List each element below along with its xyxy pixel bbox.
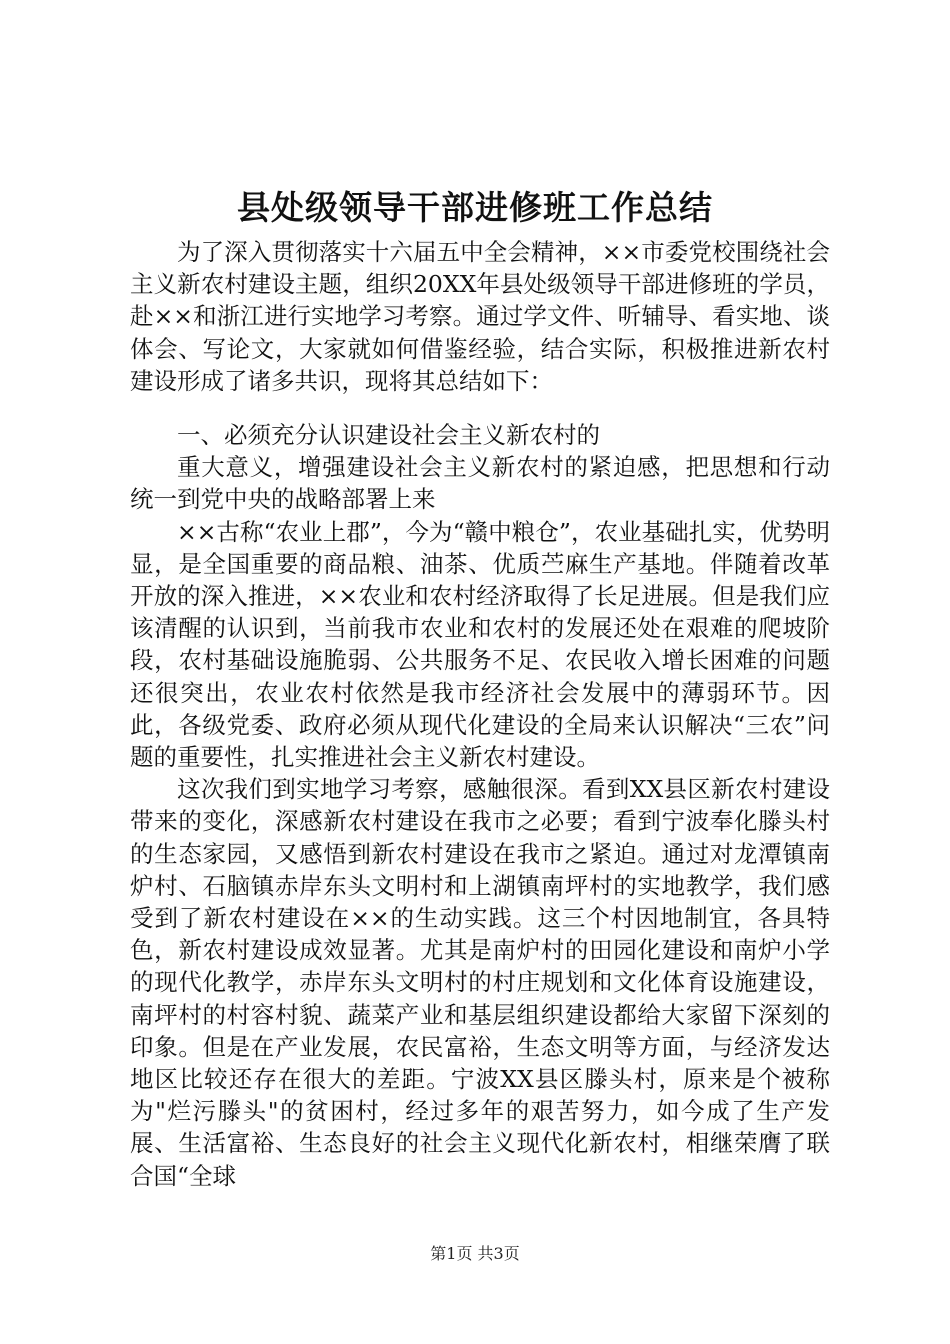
- page-footer: 第1页 共3页: [430, 1244, 520, 1263]
- paragraph-agriculture: ××古称“农业上郡”，今为“赣中粮仓”，农业基础扎实，优势明显，是全国重要的商品粮、油茶、优质苎麻生产基地。伴随着改革开放的深入推进，××农业和农村经济取得了长足进展。但是我们应该清醒的认识到，当前我市农业和农村的发展还处在艰难的爬坡阶段，农村基础设施脆弱、公共服务不足、农民收入增长困难的问题还很突出，农业农村依然是我市经济社会发展中的薄弱环节。因此，各级党委、政府必须从现代化建设的全局来认识解决“三农”问题的重要性，扎实推进社会主义新农村建设。: [130, 517, 830, 772]
- paragraph-field-study: 这次我们到实地学习考察，感触很深。看到XX县区新农村建设带来的变化，深感新农村建设在我市之必要；看到宁波奉化滕头村的生态家园，又感悟到新农村建设在我市之紧迫。通过对龙潭镇南炉村、石脑镇赤岸东头文明村和上湖镇南坪村的实地教学，我们感受到了新农村建设在××的生动实践。这三个村因地制宜，各具特色，新农村建设成效显著。尤其是南炉村的田园化建设和南炉小学的现代化教学，赤岸东头文明村的村庄规划和文化体育设施建设，南坪村的村容村貌、蔬菜产业和基层组织建设都给大家留下深刻的印象。但是在产业发展，农民富裕，生态文明等方面，与经济发达地区比较还存在很大的差距。宁波XX县区滕头村，原来是个被称为"烂污滕头"的贫困村，经过多年的艰苦努力，如今成了生产发展、生活富裕、生态良好的社会主义现代化新农村，相继荣膺了联合国“全球: [130, 775, 830, 1190]
- document-title: 县处级领导干部进修班工作总结: [237, 188, 713, 227]
- paragraph-intro: 为了深入贯彻落实十六届五中全会精神，××市委党校围绕社会主义新农村建设主题，组织20XX年县处级领导干部进修班的学员，赴××和浙江进行实地学习考察。通过学文件、听辅导、看实地、谈体会、写论文，大家就如何借鉴经验，结合实际，积极推进新农村建设形成了诸多共识，现将其总结如下：: [130, 238, 830, 395]
- document-body: [130, 236, 830, 1192]
- section-heading-1-continued: 重大意义，增强建设社会主义新农村的紧迫感，把思想和行动统一到党中央的战略部署上来: [130, 453, 830, 514]
- section-heading-1: 一、必须充分认识建设社会主义新农村的: [177, 421, 600, 450]
